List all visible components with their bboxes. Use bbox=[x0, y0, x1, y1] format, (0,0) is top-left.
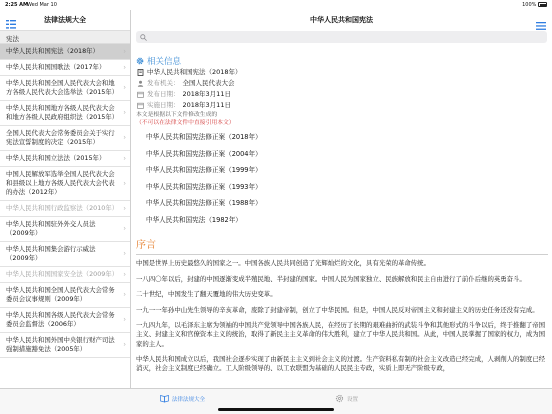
preamble-paragraph: 中国是世界上历史最悠久的国家之一。中国各族人民共同创造了光辉灿烂的文化，具有光荣的革命传统。 bbox=[136, 259, 430, 268]
list-item[interactable] bbox=[0, 308, 130, 333]
calendar-icon bbox=[137, 91, 144, 98]
main-nav-bar bbox=[131, 10, 552, 30]
status-time: 2:25 AM bbox=[5, 2, 29, 8]
list-item-label: 中华人民共和国行政监察法（2010年） bbox=[6, 204, 119, 212]
issuer-value: 全国人民代表大会 bbox=[182, 79, 235, 87]
divider bbox=[136, 254, 548, 255]
amendment-link[interactable]: 中华人民共和国宪法修正案（1988年） bbox=[146, 199, 262, 208]
amendment-link[interactable]: 中华人民共和国宪法修正案（1999年） bbox=[146, 166, 262, 175]
settings-icon bbox=[335, 394, 344, 403]
list-item[interactable] bbox=[0, 101, 130, 126]
issuer-row bbox=[137, 78, 548, 89]
chevron-right-icon: › bbox=[123, 133, 126, 142]
home-indicator bbox=[218, 408, 334, 411]
list-item[interactable] bbox=[0, 333, 130, 358]
list-item[interactable] bbox=[0, 151, 130, 167]
book-icon bbox=[137, 69, 144, 76]
sidebar bbox=[0, 10, 131, 388]
list-item-label: 中华人民共和国全国人民代表大会和地方各级人民代表大会选举法（2015年） bbox=[6, 79, 119, 96]
list-item-label: 中华人民共和国全国人民代表大会常务委员会议事规则（2009年） bbox=[6, 286, 115, 303]
list-item[interactable] bbox=[0, 60, 130, 76]
law-content bbox=[136, 55, 548, 380]
list-item-label: 中华人民共和国宪法（2018年） bbox=[6, 47, 99, 55]
list-item-label: 中华人民共和国国歌法（2017年） bbox=[6, 63, 106, 71]
chevron-right-icon: › bbox=[123, 204, 126, 212]
main-panel bbox=[131, 10, 552, 388]
chevron-right-icon: › bbox=[123, 179, 126, 187]
effective-date-label: 实施日期： bbox=[147, 101, 180, 109]
chevron-right-icon: › bbox=[123, 270, 126, 278]
preamble-heading: 序言 bbox=[136, 239, 156, 251]
sidebar-nav-bar bbox=[0, 10, 130, 30]
list-item-label: 中华人民共和国外国中央银行财产司法强制措施豁免法（2005年） bbox=[6, 336, 115, 353]
list-item-label: 全国人民代表大会常务委员会关于实行宪法宣誓制度的决定（2015年） bbox=[6, 129, 115, 146]
sidebar-section-header: 宪法 bbox=[0, 30, 130, 44]
outline-list-icon[interactable] bbox=[536, 15, 546, 23]
chevron-right-icon: › bbox=[123, 224, 126, 233]
list-item-label: 中华人民共和国驻外外交人员法（2009年） bbox=[6, 220, 96, 237]
amendment-link[interactable]: 中华人民共和国宪法修正案（2004年） bbox=[146, 149, 262, 158]
person-icon bbox=[137, 80, 144, 87]
status-bar bbox=[0, 0, 552, 10]
preamble-paragraph: 一九一一年孙中山先生领导的辛亥革命，废除了封建帝制，创立了中华民国。但是，中国人民反对帝国主义和封建主义的历史任务还没有完成。 bbox=[136, 305, 539, 314]
preamble-paragraph: 中华人民共和国成立以后，我国社会逐步实现了由新民主主义到社会主义的过渡。生产资料私有制的社会主义改造已经完成，人剥削人的制度已经消灭，社会主义制度已经确立。工人阶级领导的、以工农联盟为基础的人民民主专政，实质上即无产阶级专政， bbox=[136, 355, 545, 373]
related-info-title: 相关信息 bbox=[147, 57, 182, 67]
list-item-label: 中华人民共和国国家安全法（2009年） bbox=[6, 270, 119, 278]
chevron-right-icon: › bbox=[123, 249, 126, 258]
preamble-body bbox=[136, 259, 548, 373]
list-item[interactable] bbox=[0, 217, 130, 242]
battery-icon bbox=[538, 2, 547, 7]
tab-settings[interactable] bbox=[335, 394, 358, 403]
battery-percent: 100% bbox=[522, 2, 537, 8]
list-item-label: 中国人民解放军选举全国人民代表大会和县级以上地方各级人民代表大会代表的办法（2012年） bbox=[6, 170, 115, 196]
chevron-right-icon: › bbox=[123, 340, 126, 349]
sidebar-title: 法律法规大全 bbox=[44, 16, 86, 24]
list-item-label: 中华人民共和国集会游行示威法（2009年） bbox=[6, 245, 96, 262]
list-item[interactable] bbox=[0, 201, 130, 217]
amendment-list bbox=[146, 129, 548, 229]
chevron-right-icon: › bbox=[123, 47, 126, 55]
chevron-right-icon: › bbox=[123, 154, 126, 162]
tab-settings-label: 设置 bbox=[347, 396, 359, 403]
list-item[interactable] bbox=[0, 267, 130, 283]
gear-icon bbox=[136, 57, 144, 65]
related-info-heading bbox=[136, 55, 548, 67]
list-item[interactable] bbox=[0, 167, 130, 201]
list-item[interactable] bbox=[0, 76, 130, 101]
issuer-label: 发布机关： bbox=[147, 79, 180, 87]
list-item[interactable] bbox=[0, 283, 130, 308]
law-name: 中华人民共和国宪法（2018年） bbox=[147, 68, 242, 76]
preamble-paragraph: 一九四九年，以毛泽东主席为领袖的中国共产党领导中国各族人民，在经历了长期的艰难曲折的武装斗争和其他形式的斗争以后，终于推翻了帝国主义、封建主义和官僚资本主义的统治，取得了新民主主义革命的伟大胜利，建立了中华人民共和国。从此，中国人民掌握了国家的权力，成为国家的主人。 bbox=[136, 321, 545, 348]
amendment-link[interactable]: 中华人民共和国宪法修正案（2018年） bbox=[146, 133, 262, 141]
search-input[interactable] bbox=[136, 31, 547, 43]
publish-date-row bbox=[137, 89, 548, 100]
effective-date-value: 2018年3月11日 bbox=[182, 101, 231, 109]
page-title: 中华人民共和国宪法 bbox=[310, 16, 373, 24]
list-item-label: 中华人民共和国地方各级人民代表大会和地方各级人民政府组织法（2015年） bbox=[6, 104, 119, 121]
list-item-label: 中华人民共和国立法法（2015年） bbox=[6, 154, 106, 162]
amendment-link[interactable]: 中华人民共和国宪法修正案（1993年） bbox=[146, 182, 262, 191]
publish-date-label: 发布日期： bbox=[147, 90, 180, 98]
law-list bbox=[0, 44, 130, 358]
chevron-right-icon: › bbox=[123, 63, 126, 71]
search-icon bbox=[140, 34, 147, 41]
preamble-paragraph: 二十世纪，中国发生了翻天覆地的伟大历史变革。 bbox=[136, 290, 277, 299]
tab-law-library-label: 法律法规大全 bbox=[172, 396, 206, 403]
chevron-right-icon: › bbox=[123, 290, 126, 299]
law-name-row bbox=[137, 67, 548, 78]
battery-indicator bbox=[522, 2, 547, 8]
preamble-paragraph: 一八四〇年以后，封建的中国逐渐变成半殖民地、半封建的国家。中国人民为国家独立、民族解放和民主自由进行了前仆后继的英勇奋斗。 bbox=[136, 274, 526, 283]
book-open-icon bbox=[160, 394, 169, 403]
chevron-right-icon: › bbox=[123, 108, 126, 117]
chevron-right-icon: › bbox=[123, 83, 126, 92]
status-date: Wed Mar 10 bbox=[27, 2, 57, 8]
tab-law-library[interactable] bbox=[160, 394, 205, 403]
list-item[interactable] bbox=[0, 242, 130, 267]
effective-date-row bbox=[137, 100, 548, 111]
amendment-link[interactable]: 中华人民共和国宪法（1982年） bbox=[146, 215, 242, 224]
publish-date-value: 2018年3月11日 bbox=[182, 90, 231, 98]
list-item[interactable] bbox=[0, 44, 130, 60]
calendar-icon bbox=[137, 102, 144, 109]
list-item-label: 中华人民共和国各级人民代表大会常务委员会监督法（2006年） bbox=[6, 311, 115, 328]
list-item[interactable] bbox=[0, 126, 130, 151]
chevron-right-icon: › bbox=[123, 315, 126, 324]
citation-warning: （不可以在法律文件中直接引用本文） bbox=[136, 120, 235, 126]
source-note: 本文是根据以下文件修改生成的 bbox=[136, 112, 218, 118]
